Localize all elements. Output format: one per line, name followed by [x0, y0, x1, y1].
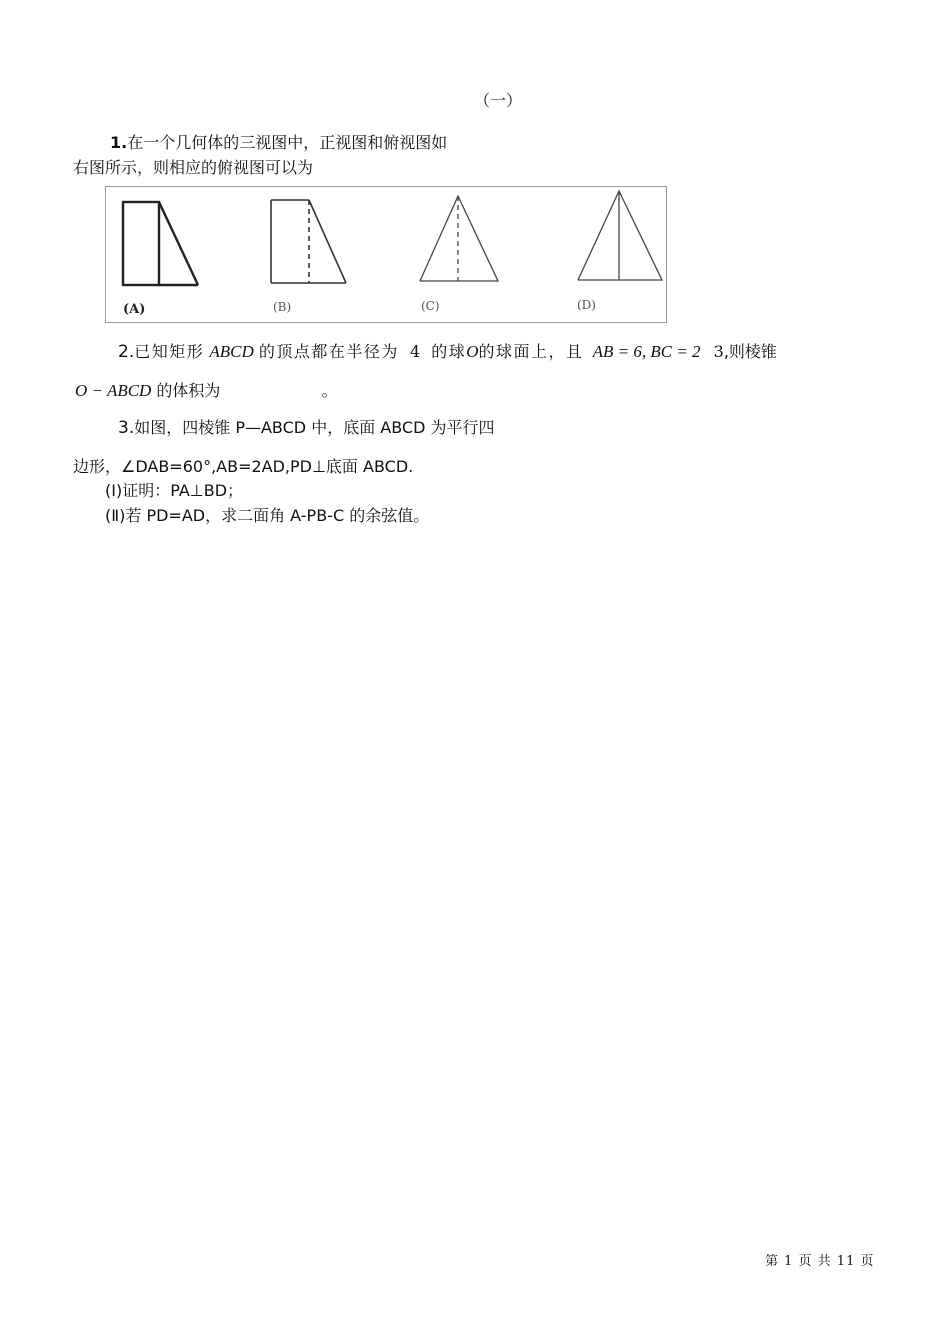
question-3-line-1: 3.如图，四棱锥 P—ABCD 中，底面 ABCD 为平行四: [118, 418, 495, 438]
three-view-options-svg: [106, 187, 668, 324]
option-b-drawing: [271, 200, 346, 283]
option-c-drawing: [420, 196, 498, 281]
question-2-blank-end: 。: [321, 381, 338, 400]
question-3-number: 3.: [118, 418, 135, 438]
option-b-label: (B): [273, 300, 292, 314]
question-2-number: 2.: [118, 342, 135, 362]
section-title: （一）: [474, 91, 523, 110]
question-3-part-2: (Ⅱ)若 PD=AD，求二面角 A-PB-C 的余弦值。: [105, 506, 430, 525]
question-2-line-1: 2.已知矩形 ABCD 的顶点都在半径为 4 的球O的球面上，且 AB = 6, BC = 2 3,则棱锥: [118, 342, 777, 362]
option-d-drawing: [578, 191, 662, 280]
option-d-label: (D): [577, 298, 596, 312]
question-1-line-2: 右图所示，则相应的俯视图可以为: [73, 158, 314, 177]
option-a-label: (A): [123, 302, 146, 317]
option-a-drawing: [123, 202, 198, 285]
question-3-line-2: 边形，∠DAB=60°,AB=2AD,PD⊥底面 ABCD.: [73, 457, 414, 476]
page-footer: 第 1 页 共 11 页: [765, 1254, 875, 1269]
question-1-number: 1.: [110, 133, 128, 152]
question-3-part-1: (Ⅰ)证明：PA⊥BD；: [105, 481, 244, 500]
question-1-line-1: [110, 133, 447, 153]
question-2-line-2: O − ABCD 的体积为 。: [75, 381, 338, 400]
question-1-figure: [105, 186, 667, 323]
option-c-label: (C): [421, 299, 440, 313]
question-1-text-1: 在一个几何体的三视图中，正视图和俯视图如: [127, 133, 448, 152]
